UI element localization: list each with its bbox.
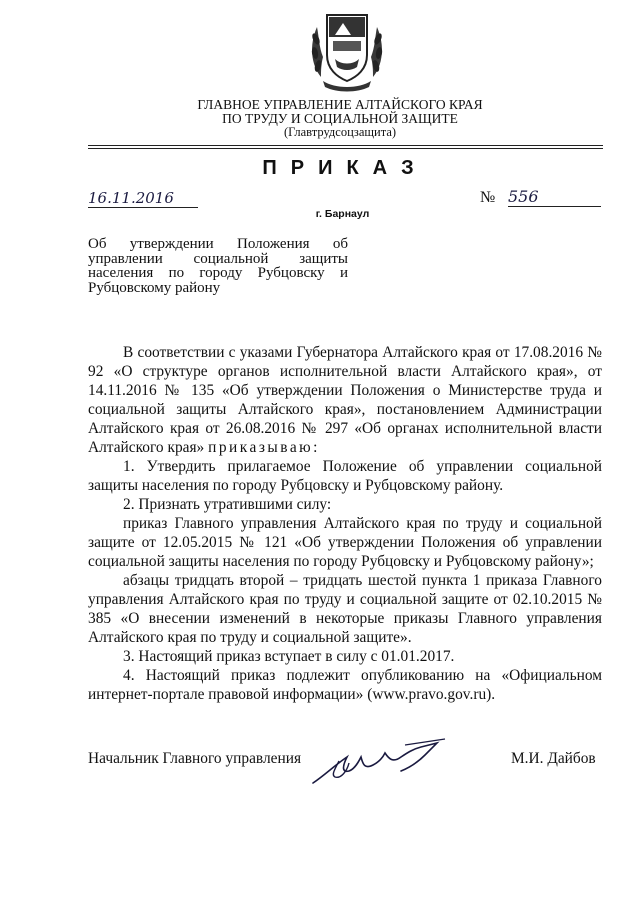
body-item-3: 3. Настоящий приказ вступает в силу с 01.01.2017. [123, 648, 455, 665]
body-item-2: 2. Признать утратившими силу: [123, 496, 332, 513]
order-subject: Об утверждении Положения об управлении социальной защиты населения по городу Рубцовску и Рубцовскому району [88, 236, 348, 296]
body-item-2a: приказ Главного управления Алтайского края по труду и социальной защите от 12.05.2015 № 121 «Об утверждении Положения об управлении социальной защиты населения по городу Рубцовску и Рубцовскому району»; [88, 515, 602, 570]
body-item-1: 1. Утвердить прилагаемое Положение об управлении социальной защиты населения по городу Рубцовску и Рубцовскому району. [88, 458, 602, 494]
organization-name-line2: ПО ТРУДУ И СОЦИАЛЬНОЙ ЗАЩИТЕ [222, 111, 458, 126]
intro-text: В соответствии с указами Губернатора Алтайского края от 17.08.2016 № 92 «О структуре органов исполнительной власти Алтайского края», от 14.11.2016 № 135 «Об утверждении Положения о Министерстве труда и социальной защиты Алтайского края», постановлением Администрации Алтайского края от 26.08.2016 № 297 «Об органах исполнительной власти Алтайского края» [88, 344, 602, 456]
signatory-role: Начальник Главного управления [88, 750, 302, 767]
body-item-4: 4. Настоящий приказ подлежит опубликованию на «Официальном интернет-портале правовой информации» (www.pravo.gov.ru). [88, 667, 602, 703]
order-number-label: № [480, 189, 496, 206]
order-date: 16.11.2016 [88, 189, 198, 208]
order-body [88, 343, 602, 704]
body-intro [88, 343, 602, 457]
order-number: 556 [508, 188, 601, 207]
order-word: приказываю: [208, 439, 320, 456]
signatory-name: М.И. Дайбов [511, 750, 596, 767]
order-city: г. Барнаул [315, 208, 370, 220]
coat-of-arms-icon [307, 7, 387, 95]
document-title: ПРИКАЗ [262, 157, 428, 179]
header-divider-thin [88, 148, 603, 149]
handwritten-signature-icon [305, 735, 455, 790]
organization-short-name: (Главтрудсоцзащита) [283, 125, 397, 139]
header-divider-thick [88, 145, 603, 146]
organization-name-line1: ГЛАВНОЕ УПРАВЛЕНИЕ АЛТАЙСКОГО КРАЯ [197, 97, 483, 112]
body-item-2b: абзацы тридцать второй – тридцать шестой пункта 1 приказа Главного управления Алтайского края по труду и социальной защите от 02.10.2015 № 385 «О внесении изменений в некоторые приказы Главного управления Алтайского края по труду и социальной защите». [88, 572, 602, 646]
